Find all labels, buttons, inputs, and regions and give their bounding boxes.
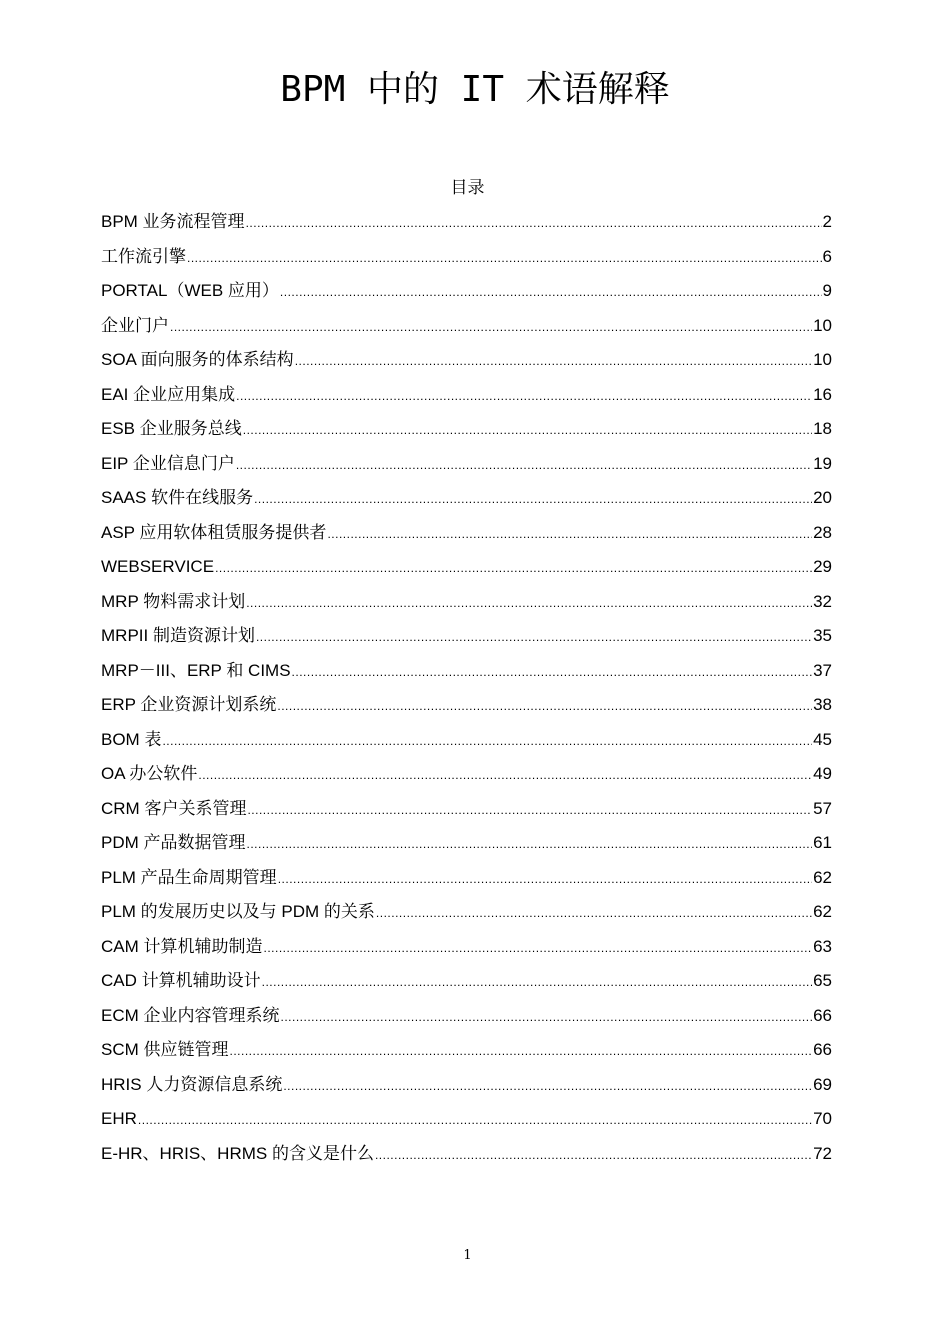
toc-dot-leader — [376, 898, 812, 928]
toc-entry-page: 69 — [813, 1074, 832, 1094]
toc-entry-page: 62 — [813, 867, 832, 887]
toc-entry-page: 61 — [813, 833, 832, 852]
toc-entry-label: ECM 企业内容管理系统 — [101, 1005, 280, 1025]
toc-dot-leader — [278, 864, 812, 894]
toc-dot-leader — [138, 1105, 812, 1135]
toc-entry-label: OA 办公软件 — [101, 764, 198, 783]
toc-entry[interactable] — [101, 690, 832, 725]
toc-entry-label: ERP 企业资源计划系统 — [101, 695, 277, 714]
toc-entry[interactable] — [101, 518, 832, 553]
toc-dot-leader — [256, 622, 812, 652]
toc-dot-leader — [215, 553, 812, 583]
toc-entry[interactable] — [101, 863, 832, 898]
toc-dot-leader — [327, 519, 812, 549]
toc-entry-page: 18 — [813, 419, 832, 438]
toc-entry-page: 10 — [813, 315, 832, 335]
toc-entry-page: 10 — [813, 350, 832, 369]
toc-entry-page: 66 — [813, 1040, 832, 1059]
toc-entry[interactable] — [101, 380, 832, 415]
toc-entry-label: CAD 计算机辅助设计 — [101, 971, 261, 990]
toc-dot-leader — [247, 795, 812, 825]
toc-entry-label: EAI 企业应用集成 — [101, 384, 236, 404]
toc-heading: 目录 — [450, 178, 485, 198]
toc-entry-page: 32 — [813, 591, 832, 611]
toc-entry[interactable] — [101, 621, 832, 656]
toc-entry-label: 企业门户 — [101, 315, 169, 335]
toc-entry-page: 49 — [813, 764, 832, 783]
toc-entry-label: SCM 供应链管理 — [101, 1040, 229, 1059]
document-title: BPM 中的 IT 术语解释 — [280, 69, 670, 110]
toc-entry-page: 62 — [813, 902, 832, 921]
toc-entry[interactable] — [101, 311, 832, 346]
toc-entry-label: CRM 客户关系管理 — [101, 798, 247, 818]
toc-entry[interactable] — [101, 1104, 832, 1139]
toc-dot-leader — [264, 933, 813, 963]
toc-dot-leader — [375, 1140, 812, 1170]
toc-entry-label: MRP 物料需求计划 — [101, 591, 246, 611]
toc-entry-label: EIP 企业信息门户 — [101, 453, 235, 473]
toc-entry[interactable] — [101, 1001, 832, 1036]
toc-entry[interactable] — [101, 794, 832, 829]
toc-entry-page: 29 — [813, 557, 832, 576]
toc-dot-leader — [162, 726, 812, 756]
toc-entry-page: 65 — [813, 971, 832, 990]
toc-entry[interactable] — [101, 587, 832, 622]
toc-entry-page: 2 — [822, 212, 832, 231]
table-of-contents — [101, 207, 832, 1173]
toc-entry[interactable] — [101, 449, 832, 484]
toc-entry[interactable] — [101, 828, 832, 863]
toc-entry-label: BPM 业务流程管理 — [101, 212, 245, 231]
toc-entry[interactable] — [101, 656, 832, 691]
toc-dot-leader — [262, 967, 812, 997]
toc-entry[interactable] — [101, 1139, 832, 1174]
toc-dot-leader — [277, 691, 812, 721]
toc-entry-label: ASP 应用软体租赁服务提供者 — [101, 522, 327, 542]
toc-entry-label: PDM 产品数据管理 — [101, 833, 246, 852]
toc-entry-label: CAM 计算机辅助制造 — [101, 936, 263, 956]
toc-entry-label: HRIS 人力资源信息系统 — [101, 1074, 283, 1094]
toc-entry-label: E-HR、HRIS、HRMS 的含义是什么 — [101, 1143, 374, 1163]
toc-entry[interactable] — [101, 207, 832, 242]
toc-entry-page: 28 — [813, 522, 832, 542]
toc-dot-leader — [246, 208, 822, 238]
toc-dot-leader — [243, 415, 812, 445]
toc-entry[interactable] — [101, 1070, 832, 1105]
toc-entry-page: 57 — [813, 798, 832, 818]
toc-entry[interactable] — [101, 1035, 832, 1070]
toc-entry-label: BOM 表 — [101, 729, 162, 749]
toc-dot-leader — [280, 277, 822, 307]
toc-entry-page: 16 — [813, 384, 832, 404]
toc-entry[interactable] — [101, 966, 832, 1001]
toc-dot-leader — [254, 484, 812, 514]
toc-entry-page: 63 — [813, 936, 832, 956]
toc-entry[interactable] — [101, 276, 832, 311]
toc-entry[interactable] — [101, 552, 832, 587]
toc-entry[interactable] — [101, 242, 832, 277]
toc-dot-leader — [236, 450, 812, 480]
toc-entry-label: MRPII 制造资源计划 — [101, 626, 255, 645]
toc-entry-page: 37 — [813, 660, 832, 680]
toc-dot-leader — [292, 657, 813, 687]
toc-dot-leader — [295, 346, 812, 376]
toc-entry-page: 70 — [813, 1109, 832, 1128]
page-number: 1 — [463, 1248, 472, 1263]
toc-entry-label: 工作流引擎 — [101, 246, 186, 266]
toc-entry-label: SOA 面向服务的体系结构 — [101, 350, 294, 369]
toc-entry[interactable] — [101, 414, 832, 449]
toc-entry[interactable] — [101, 932, 832, 967]
toc-dot-leader — [247, 829, 813, 859]
toc-entry[interactable] — [101, 759, 832, 794]
toc-entry-page: 9 — [822, 281, 832, 300]
toc-entry-page: 72 — [813, 1143, 832, 1163]
toc-entry-page: 66 — [813, 1005, 832, 1025]
toc-dot-leader — [283, 1071, 812, 1101]
toc-entry-page: 19 — [813, 453, 832, 473]
toc-dot-leader — [236, 381, 812, 411]
toc-dot-leader — [246, 588, 812, 618]
toc-dot-leader — [281, 1002, 813, 1032]
toc-dot-leader — [187, 243, 822, 273]
toc-entry-label: WEBSERVICE — [101, 557, 215, 576]
toc-entry-label: MRP－III、ERP 和 CIMS — [101, 660, 291, 680]
toc-entry-label: EHR — [101, 1109, 137, 1128]
toc-dot-leader — [170, 312, 812, 342]
toc-entry-label: ESB 企业服务总线 — [101, 419, 242, 438]
toc-entry-page: 20 — [813, 488, 832, 507]
toc-entry-page: 38 — [813, 695, 832, 714]
toc-dot-leader — [230, 1036, 813, 1066]
toc-entry-page: 35 — [813, 626, 832, 645]
toc-entry[interactable] — [101, 897, 832, 932]
toc-entry-page: 45 — [813, 729, 832, 749]
toc-entry[interactable] — [101, 725, 832, 760]
toc-entry-label: PORTAL（WEB 应用） — [101, 281, 279, 300]
toc-entry-page: 6 — [822, 246, 832, 266]
toc-entry-label: SAAS 软件在线服务 — [101, 488, 254, 507]
toc-entry-label: PLM 产品生命周期管理 — [101, 867, 277, 887]
toc-entry[interactable] — [101, 483, 832, 518]
toc-entry-label: PLM 的发展历史以及与 PDM 的关系 — [101, 902, 375, 921]
toc-entry[interactable] — [101, 345, 832, 380]
toc-dot-leader — [198, 760, 812, 790]
